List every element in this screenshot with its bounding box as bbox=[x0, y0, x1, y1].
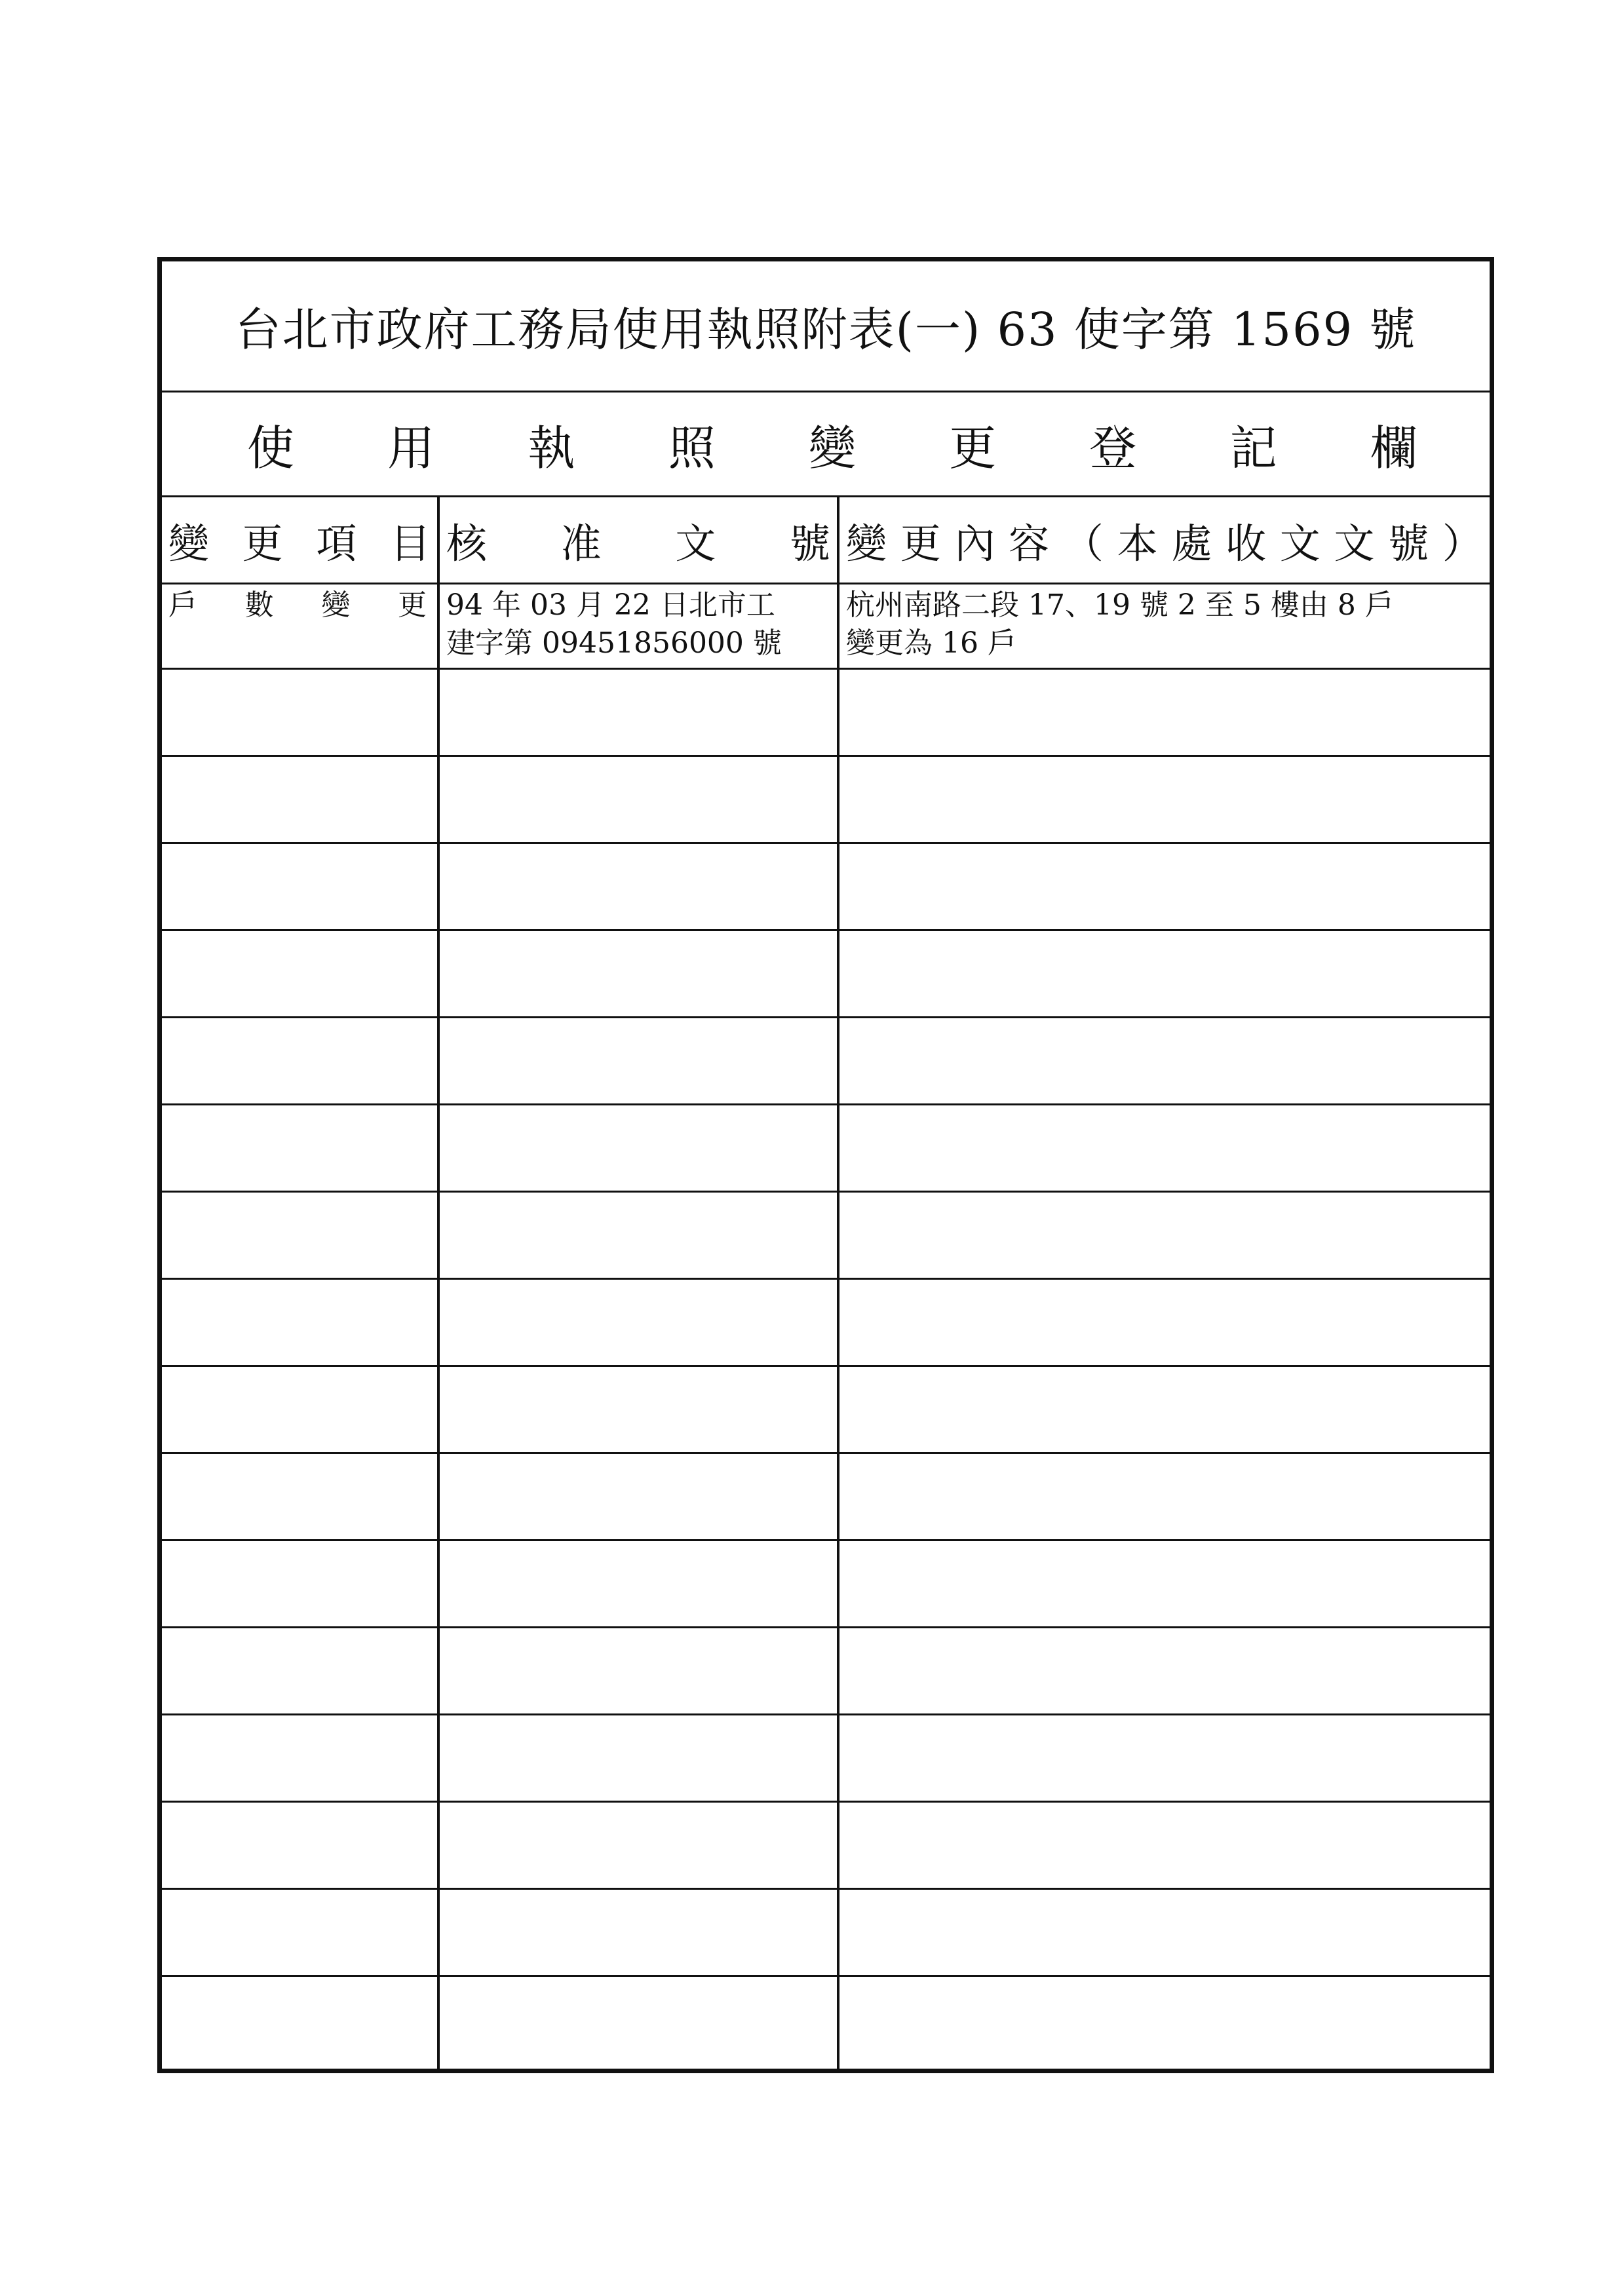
item-char: 變 bbox=[321, 588, 351, 622]
header-char: 更 bbox=[900, 519, 941, 567]
column-header-change-item bbox=[162, 497, 437, 583]
approval-line-2: 建字第 09451856000 號 bbox=[446, 626, 782, 660]
row-divider bbox=[162, 1103, 1490, 1105]
row-divider bbox=[162, 1016, 1490, 1018]
registration-table bbox=[162, 497, 1490, 2069]
section-heading bbox=[162, 392, 1490, 497]
heading-char: 使 bbox=[247, 420, 295, 476]
header-char: 文 bbox=[1334, 519, 1375, 567]
heading-char: 登 bbox=[1089, 420, 1137, 476]
row-divider bbox=[162, 842, 1490, 844]
heading-char: 用 bbox=[387, 420, 435, 476]
heading-char: 照 bbox=[668, 420, 716, 476]
header-char: 本 bbox=[1117, 519, 1158, 567]
entry-change-item bbox=[162, 583, 437, 668]
form-title bbox=[162, 261, 1490, 392]
header-char: 變 bbox=[846, 519, 887, 567]
column-divider bbox=[437, 497, 440, 2069]
entry-change-content bbox=[839, 583, 1490, 668]
column-header-approval-number bbox=[440, 497, 837, 583]
header-char: 號 bbox=[789, 519, 830, 567]
heading-char: 執 bbox=[528, 420, 575, 476]
entry-approval-number bbox=[440, 583, 837, 668]
header-char: 收 bbox=[1225, 519, 1267, 567]
header-char: ） bbox=[1442, 519, 1483, 567]
row-divider bbox=[162, 929, 1490, 931]
row-divider bbox=[162, 1713, 1490, 1715]
header-char: 文 bbox=[1279, 519, 1321, 567]
row-divider bbox=[162, 1539, 1490, 1541]
header-char: 核 bbox=[446, 519, 488, 567]
item-char: 更 bbox=[397, 588, 427, 622]
header-char: （ bbox=[1062, 519, 1104, 567]
row-divider bbox=[162, 1278, 1490, 1280]
heading-char: 欄 bbox=[1370, 420, 1418, 476]
row-divider bbox=[162, 1452, 1490, 1454]
heading-char: 更 bbox=[949, 420, 997, 476]
column-divider bbox=[837, 497, 839, 2069]
row-divider bbox=[162, 1191, 1490, 1193]
row-divider bbox=[162, 1975, 1490, 1977]
row-divider bbox=[162, 1365, 1490, 1367]
row-divider bbox=[162, 583, 1490, 584]
header-char: 處 bbox=[1171, 519, 1212, 567]
header-char: 更 bbox=[242, 519, 283, 567]
content-line-2: 變更為 16 戶 bbox=[846, 626, 1016, 660]
column-header-change-content bbox=[839, 497, 1490, 583]
header-char: 目 bbox=[389, 519, 431, 567]
header-char: 內 bbox=[954, 519, 995, 567]
heading-char: 變 bbox=[808, 420, 856, 476]
change-registration-form bbox=[157, 257, 1494, 2073]
content-line-1: 杭州南路二段 17、19 號 2 至 5 樓由 8 戶 bbox=[846, 588, 1394, 622]
row-divider bbox=[162, 1801, 1490, 1803]
row-divider bbox=[162, 668, 1490, 670]
header-char: 變 bbox=[168, 519, 210, 567]
row-divider bbox=[162, 1626, 1490, 1628]
header-char: 項 bbox=[316, 519, 357, 567]
header-char: 號 bbox=[1388, 519, 1429, 567]
form-title-text: 台北市政府工務局使用執照附表(一) 63 使字第 1569 號 bbox=[235, 303, 1417, 356]
approval-line-1: 94 年 03 月 22 日北市工 bbox=[446, 588, 775, 622]
row-divider bbox=[162, 755, 1490, 757]
item-char: 戶 bbox=[168, 588, 197, 622]
header-char: 容 bbox=[1009, 519, 1050, 567]
heading-char: 記 bbox=[1229, 420, 1277, 476]
item-char: 數 bbox=[244, 588, 274, 622]
header-char: 文 bbox=[675, 519, 716, 567]
header-char: 准 bbox=[560, 519, 602, 567]
row-divider bbox=[162, 1888, 1490, 1890]
